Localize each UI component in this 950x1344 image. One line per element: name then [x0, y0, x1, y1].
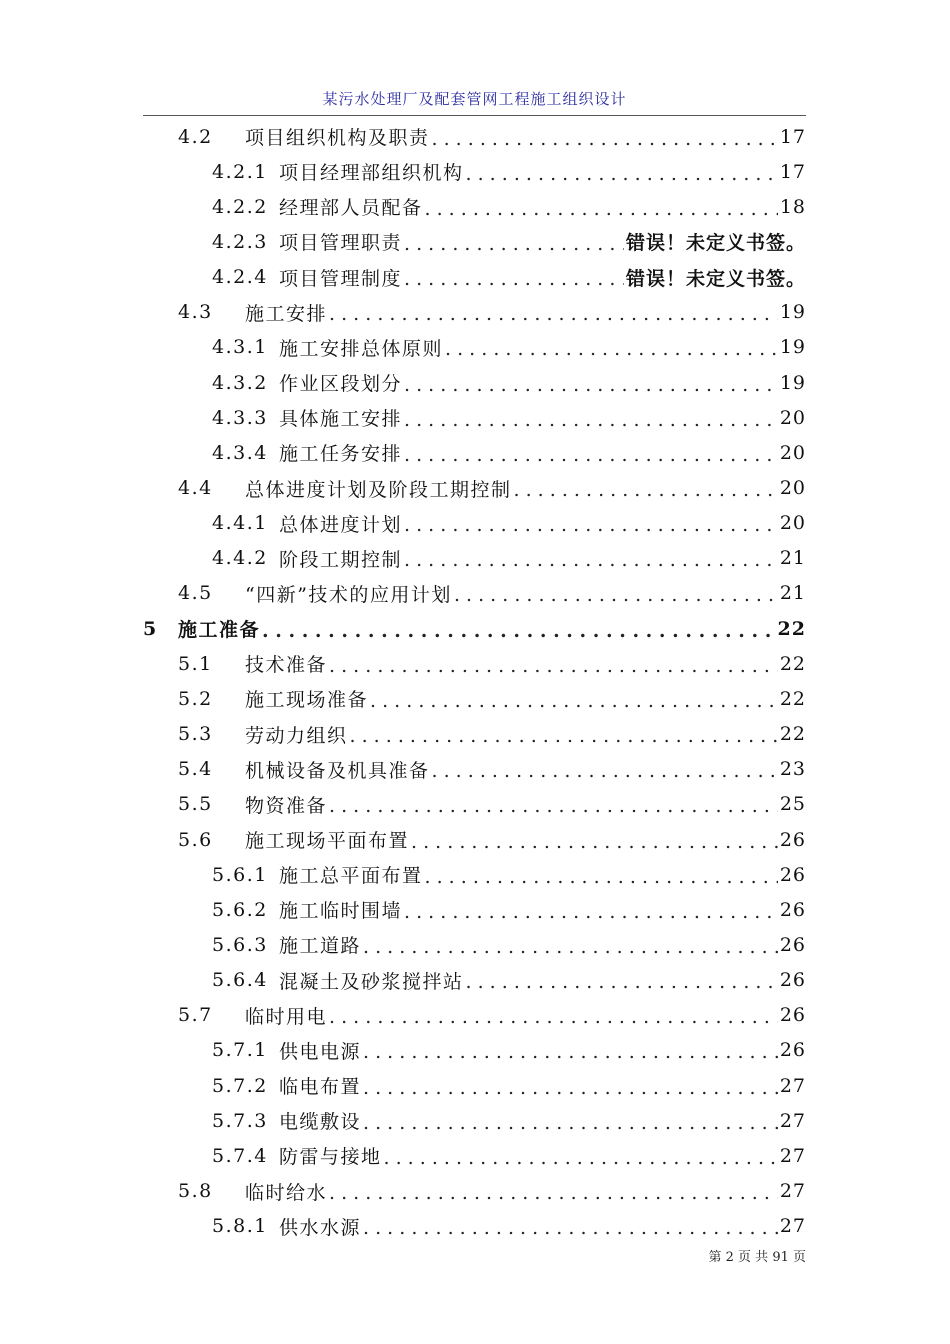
toc-entry-page-number: 22: [779, 687, 806, 710]
toc-dot-leader: [329, 655, 778, 677]
toc-entry-title: 临电布置: [279, 1076, 362, 1099]
toc-entry-number: 5: [143, 617, 158, 640]
toc-dot-leader: [350, 725, 778, 747]
toc-dot-leader: [432, 760, 778, 782]
toc-dot-leader: [329, 303, 778, 325]
toc-entry-title: 项目管理职责: [279, 232, 403, 255]
toc-entry-page-number: 27: [779, 1215, 806, 1238]
toc-entry[interactable]: [212, 224, 806, 259]
toc-entry-number: 4.3: [178, 301, 213, 324]
toc-entry-number: 5.7.4: [212, 1144, 268, 1167]
toc-entry-title: 总体进度计划及阶段工期控制: [245, 478, 512, 501]
toc-entry-title: 具体施工安排: [279, 408, 403, 431]
toc-entry-page-number: 22: [779, 723, 806, 746]
toc-entry[interactable]: [178, 119, 806, 154]
toc-entry-number: 5.4: [178, 758, 213, 781]
toc-entry[interactable]: [178, 576, 806, 611]
toc-entry-title: 施工准备: [178, 619, 261, 642]
toc-entry-page-number: 21: [779, 582, 806, 605]
toc-entry-number: 4.3.2: [212, 371, 268, 394]
toc-dot-leader: [432, 128, 778, 150]
toc-entry-page-number: 27: [779, 1109, 806, 1132]
toc-entry[interactable]: [178, 646, 806, 681]
toc-entry-title: 阶段工期控制: [279, 548, 403, 571]
toc-entry-title: 施工总平面布置: [279, 865, 423, 888]
toc-entry[interactable]: [212, 1103, 806, 1138]
toc-entry-bookmark-error: 错误！未定义书签。: [625, 232, 806, 255]
page-footer: 第 2 页 共 91 页: [708, 1250, 806, 1265]
toc-dot-leader: [363, 1077, 778, 1099]
toc-entry-title: 施工现场准备: [245, 689, 369, 712]
toc-entry-page-number: 22: [777, 617, 806, 640]
toc-entry-page-number: 21: [779, 547, 806, 570]
toc-entry-number: 5.7.1: [212, 1039, 268, 1062]
toc-entry-page-number: 22: [779, 652, 806, 675]
toc-dot-leader: [404, 268, 624, 290]
toc-entry-number: 5.5: [178, 793, 213, 816]
toc-entry-number: 5.6.1: [212, 863, 268, 886]
toc-entry-page-number: 26: [779, 969, 806, 992]
toc-entry-title: 施工任务安排: [279, 443, 403, 466]
toc-entry[interactable]: [212, 892, 806, 927]
toc-dot-leader: [384, 1147, 778, 1169]
toc-dot-leader: [404, 409, 778, 431]
toc-entry-number: 4.2: [178, 125, 213, 148]
toc-entry-page-number: 20: [779, 512, 806, 535]
toc-dot-leader: [514, 479, 778, 501]
toc-dot-leader: [425, 198, 778, 220]
toc-entry-page-number: 26: [779, 933, 806, 956]
toc-entry-number: 5.7.2: [212, 1074, 268, 1097]
toc-entry[interactable]: [212, 365, 806, 400]
toc-entry[interactable]: [212, 927, 806, 962]
toc-entry-page-number: 20: [779, 406, 806, 429]
toc-entry-title: 作业区段划分: [279, 373, 403, 396]
toc-entry-number: 4.2.2: [212, 195, 268, 218]
toc-dot-leader: [329, 795, 778, 817]
toc-dot-leader: [329, 1182, 778, 1204]
toc-entry-number: 4.4.1: [212, 512, 268, 535]
toc-entry-number: 4.5: [178, 582, 213, 605]
toc-entry[interactable]: [212, 189, 806, 224]
toc-dot-leader: [363, 1041, 778, 1063]
toc-entry-number: 5.3: [178, 723, 213, 746]
toc-dot-leader: [445, 338, 778, 360]
toc-entry[interactable]: [212, 330, 806, 365]
toc-entry-page-number: 17: [779, 160, 806, 183]
toc-entry-number: 5.8.1: [212, 1215, 268, 1238]
toc-entry-number: 4.3.1: [212, 336, 268, 359]
toc-entry-number: 5.1: [178, 652, 213, 675]
toc-dot-leader: [404, 444, 778, 466]
toc-entry-number: 4.2.3: [212, 230, 268, 253]
toc-dot-leader: [466, 163, 778, 185]
toc-entry-number: 4.3.4: [212, 441, 268, 464]
toc-entry[interactable]: [178, 822, 806, 857]
toc-entry-title: 临时用电: [245, 1005, 328, 1028]
toc-entry-bookmark-error: 错误！未定义书签。: [625, 267, 806, 290]
toc-entry[interactable]: [178, 471, 806, 506]
toc-dot-leader: [363, 936, 778, 958]
toc-entry[interactable]: [178, 998, 806, 1033]
toc-entry-number: 5.7: [178, 1004, 213, 1027]
toc-entry-title: 经理部人员配备: [279, 197, 423, 220]
toc-entry-page-number: 20: [779, 441, 806, 464]
header-divider: [143, 115, 806, 116]
toc-entry-page-number: 26: [779, 898, 806, 921]
toc-entry[interactable]: [212, 154, 806, 189]
toc-entry-number: 4.3.3: [212, 406, 268, 429]
toc-entry-title: 总体进度计划: [279, 513, 403, 536]
toc-dot-leader: [404, 901, 778, 923]
toc-entry-title: 电缆敷设: [279, 1111, 362, 1134]
toc-entry[interactable]: [212, 506, 806, 541]
toc-entry-title: 施工安排总体原则: [279, 337, 444, 360]
toc-entry[interactable]: [178, 717, 806, 752]
toc-entry-number: 5.6.2: [212, 898, 268, 921]
toc-entry[interactable]: [178, 787, 806, 822]
toc-entry[interactable]: [178, 295, 806, 330]
toc-dot-leader: [425, 866, 778, 888]
toc-entry[interactable]: [178, 1174, 806, 1209]
toc-entry-number: 4.4: [178, 477, 213, 499]
toc-entry[interactable]: [212, 400, 806, 435]
toc-dot-leader: [466, 971, 778, 993]
toc-entry-number: 4.2.1: [212, 160, 268, 183]
toc-dot-leader: [411, 831, 778, 853]
toc-dot-leader: [363, 1217, 778, 1239]
toc-entry-page-number: 26: [779, 1039, 806, 1062]
toc-entry-title: 机械设备及机具准备: [245, 759, 430, 782]
toc-entry-title: 项目组织机构及职责: [245, 127, 430, 149]
toc-dot-leader: [363, 1112, 778, 1134]
toc-entry-number: 5.7.3: [212, 1109, 268, 1132]
toc-entry-title: 供水水源: [279, 1216, 362, 1239]
toc-entry[interactable]: [178, 681, 806, 716]
running-header: 某污水处理厂及配套管网工程施工组织设计: [322, 90, 627, 108]
toc-entry-title: 施工安排: [245, 302, 328, 325]
toc-entry[interactable]: [212, 541, 806, 576]
toc-entry-title: 施工现场平面布置: [245, 830, 410, 852]
toc-entry-number: 5.8: [178, 1180, 213, 1202]
toc-entry-page-number: 19: [779, 371, 806, 394]
toc-entry-number: 5.6: [178, 828, 213, 851]
toc-entry-number: 5.2: [178, 687, 213, 710]
toc-entry[interactable]: [212, 1209, 806, 1244]
toc-entry-page-number: 18: [779, 195, 806, 218]
toc-entry-title: 技术准备: [245, 654, 328, 677]
toc-entry-page-number: 25: [779, 793, 806, 816]
toc-entry-title: “四新”技术的应用计划: [245, 583, 452, 606]
toc-entry-page-number: 27: [779, 1144, 806, 1167]
toc-entry-title: 临时给水: [245, 1181, 328, 1204]
toc-entry-number: 4.2.4: [212, 266, 268, 289]
toc-entry[interactable]: [212, 1138, 806, 1173]
toc-entry-page-number: 26: [779, 863, 806, 886]
toc-entry-title: 物资准备: [245, 794, 328, 817]
toc-entry-title: 防雷与接地: [279, 1146, 382, 1169]
toc-entry-number: 4.4.2: [212, 547, 268, 570]
toc-entry-page-number: 26: [779, 1004, 806, 1027]
toc-entry[interactable]: [178, 752, 806, 787]
toc-entry-title: 施工道路: [279, 935, 362, 958]
toc-entry-number: 5.6.4: [212, 969, 268, 992]
toc-entry-title: 供电电源: [279, 1040, 362, 1063]
toc-entry-number: 5.6.3: [212, 933, 268, 956]
toc-entry[interactable]: [212, 435, 806, 470]
toc-entry-page-number: 23: [779, 758, 806, 781]
toc-entry-page-number: 27: [779, 1180, 806, 1202]
toc-dot-leader: [404, 233, 624, 255]
toc-entry-page-number: 19: [779, 336, 806, 359]
toc-entry-page-number: 19: [779, 301, 806, 324]
toc-entry-title: 项目经理部组织机构: [279, 162, 464, 185]
toc-entry[interactable]: [212, 963, 806, 998]
toc-entry[interactable]: [212, 1033, 806, 1068]
toc-entry[interactable]: [212, 260, 806, 295]
toc-entry-page-number: 27: [779, 1074, 806, 1097]
toc-dot-leader: [404, 374, 778, 396]
toc-entry-title: 劳动力组织: [245, 724, 348, 747]
toc-entry-page-number: 20: [779, 477, 806, 499]
toc-dot-leader: [329, 1006, 778, 1028]
toc-entry-page-number: 17: [779, 125, 806, 148]
toc-entry[interactable]: [212, 857, 806, 892]
toc-entry-page-number: 26: [779, 828, 806, 851]
toc-entry-title: 项目管理制度: [279, 267, 403, 290]
toc-entry[interactable]: [143, 611, 806, 646]
toc-dot-leader: [370, 690, 778, 712]
toc-dot-leader: [454, 584, 778, 606]
toc-dot-leader: [262, 620, 776, 642]
toc-dot-leader: [404, 549, 778, 571]
toc-entry-title: 施工临时围墙: [279, 900, 403, 923]
toc-dot-leader: [404, 514, 778, 536]
toc-entry-title: 混凝土及砂浆搅拌站: [279, 970, 464, 993]
toc-entry[interactable]: [212, 1068, 806, 1103]
